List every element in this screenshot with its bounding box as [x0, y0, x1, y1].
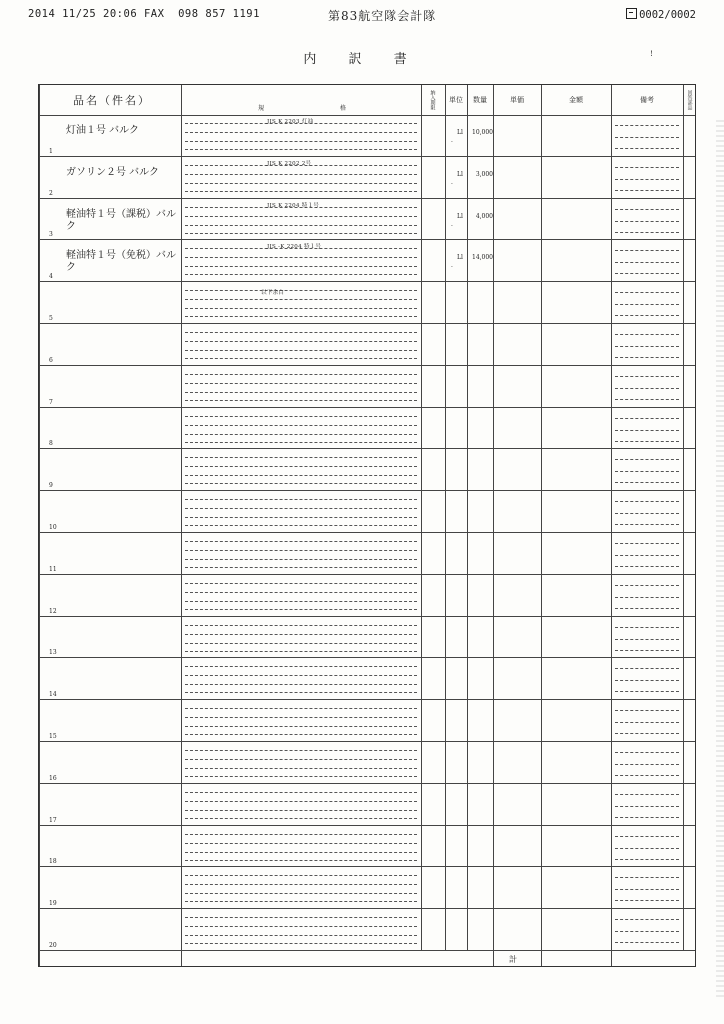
spec-guide-line [185, 383, 417, 384]
spec-guide-line [185, 290, 417, 291]
breakdown-table [38, 84, 696, 967]
spec-guide-line [185, 191, 417, 192]
note-guide-line [615, 817, 679, 818]
note-guide-line [615, 710, 679, 711]
spec-guide-line [185, 257, 417, 258]
row-quantity: 14,000 [472, 254, 493, 262]
spec-guide-line [185, 801, 417, 802]
note-guide-line [615, 543, 679, 544]
spec-guide-line [185, 750, 417, 751]
row-spec: JIS K 2203 灯油 [267, 119, 314, 125]
check-mark: · [451, 180, 453, 188]
note-guide-line [615, 209, 679, 210]
row-number: 10 [49, 523, 57, 531]
row-unit: Ll [457, 170, 463, 178]
note-guide-line [615, 733, 679, 734]
row-unit: Ll [457, 212, 463, 220]
spec-guide-line [185, 734, 417, 735]
note-guide-line [615, 179, 679, 180]
table-row [39, 199, 695, 241]
note-guide-line [615, 292, 679, 293]
spec-guide-line [185, 132, 417, 133]
header-item-name: 品名（件名） [73, 94, 151, 107]
spec-guide-line [185, 943, 417, 944]
spec-guide-line [185, 717, 417, 718]
spec-guide-line [185, 442, 417, 443]
note-guide-line [615, 376, 679, 377]
fax-page: 0002/0002 [626, 8, 696, 21]
header-spec-a: 規 [258, 105, 265, 112]
row-number: 11 [49, 565, 57, 573]
note-guide-line [615, 357, 679, 358]
spec-guide-line [185, 559, 417, 560]
table-row [39, 575, 695, 617]
check-mark: · [451, 139, 453, 146]
row-number: 12 [49, 607, 57, 615]
row-number: 1 [49, 147, 53, 155]
row-number: 13 [49, 649, 57, 657]
spec-guide-line [185, 634, 417, 635]
header-note: 備考 [640, 96, 654, 104]
note-guide-line [615, 919, 679, 920]
stray-mark: ! [650, 50, 653, 58]
table-row [39, 826, 695, 868]
spec-guide-line [185, 651, 417, 652]
spec-guide-line [185, 316, 417, 317]
note-guide-line [615, 430, 679, 431]
header-amount: 金額 [569, 96, 583, 104]
note-guide-line [615, 764, 679, 765]
note-guide-line [615, 148, 679, 149]
spec-guide-line [185, 926, 417, 927]
note-guide-line [615, 668, 679, 669]
spec-guide-line [185, 726, 417, 727]
header-delivery: 納入期限 [429, 90, 436, 110]
note-guide-line [615, 399, 679, 400]
spec-guide-line [185, 416, 417, 417]
spec-guide-line [185, 332, 417, 333]
spec-guide-line [185, 233, 417, 234]
note-guide-line [615, 418, 679, 419]
table-row [39, 366, 695, 408]
note-guide-line [615, 555, 679, 556]
row-number: 6 [49, 356, 53, 364]
spec-guide-line [185, 884, 417, 885]
spec-guide-line [185, 625, 417, 626]
row-number: 7 [49, 398, 53, 406]
note-guide-line [615, 752, 679, 753]
spec-guide-line [185, 358, 417, 359]
note-guide-line [615, 315, 679, 316]
table-row [39, 617, 695, 659]
row-quantity: 10,000 [472, 129, 493, 136]
row-item-name: 灯油１号 バルク [66, 125, 139, 136]
note-guide-line [615, 639, 679, 640]
note-guide-line [615, 262, 679, 263]
note-guide-line [615, 167, 679, 168]
header-price: 単価 [510, 96, 524, 104]
note-guide-line [615, 848, 679, 849]
table-row [39, 742, 695, 784]
spec-guide-line [185, 776, 417, 777]
spec-guide-line [185, 466, 417, 467]
note-guide-line [615, 900, 679, 901]
total-label: 計 [509, 955, 517, 964]
spec-guide-line [185, 225, 417, 226]
fax-number: 098 857 1191 [178, 8, 260, 20]
spec-guide-line [185, 216, 417, 217]
row-item-name: ガソリン２号 バルク [66, 166, 159, 178]
row-spec: JIS -K 2204 特１号 [267, 244, 322, 251]
spec-guide-line [185, 935, 417, 936]
note-guide-line [615, 471, 679, 472]
spec-guide-line [185, 818, 417, 819]
table-row [39, 240, 695, 282]
spec-guide-line [185, 810, 417, 811]
note-guide-line [615, 836, 679, 837]
note-guide-line [615, 459, 679, 460]
row-item-name: 軽油特１号（課税）バルク [66, 208, 176, 232]
spec-guide-line [185, 299, 417, 300]
table-row [39, 157, 695, 199]
check-mark: · [451, 222, 453, 230]
spec-guide-line [185, 567, 417, 568]
row-number: 16 [49, 774, 57, 782]
spec-guide-line [185, 350, 417, 351]
table-row [39, 867, 695, 909]
spec-guide-line [185, 457, 417, 458]
note-guide-line [615, 806, 679, 807]
spec-guide-line [185, 341, 417, 342]
note-guide-line [615, 273, 679, 274]
note-guide-line [615, 346, 679, 347]
spec-guide-line [185, 400, 417, 401]
note-guide-line [615, 650, 679, 651]
note-guide-line [615, 691, 679, 692]
spec-guide-line [185, 684, 417, 685]
note-guide-line [615, 524, 679, 525]
note-guide-line [615, 597, 679, 598]
note-guide-line [615, 501, 679, 502]
note-guide-line [615, 137, 679, 138]
spec-guide-line [185, 508, 417, 509]
spec-guide-line [185, 592, 417, 593]
spec-guide-line [185, 875, 417, 876]
table-row [39, 784, 695, 826]
spec-guide-line [185, 917, 417, 918]
spec-guide-line [185, 901, 417, 902]
spec-guide-line [185, 583, 417, 584]
row-spec: 以下余白 [261, 290, 285, 297]
spec-guide-line [185, 183, 417, 184]
spec-guide-line [185, 550, 417, 551]
row-number: 18 [49, 858, 57, 866]
table-row [39, 700, 695, 742]
row-number: 19 [49, 900, 57, 908]
row-quantity: 3,000 [475, 170, 493, 178]
row-number: 3 [49, 231, 53, 239]
table-row [39, 282, 695, 324]
row-number: 5 [49, 314, 53, 322]
row-number: 2 [49, 189, 53, 197]
header-extra: 回答部品 [686, 90, 693, 110]
spec-guide-line [185, 149, 417, 150]
header-qty: 数量 [473, 96, 487, 104]
spec-guide-line [185, 792, 417, 793]
spec-guide-line [185, 374, 417, 375]
note-guide-line [615, 859, 679, 860]
spec-guide-line [185, 768, 417, 769]
spec-guide-line [185, 675, 417, 676]
row-quantity: 4,000 [475, 212, 493, 220]
spec-guide-line [185, 609, 417, 610]
note-guide-line [615, 566, 679, 567]
scan-edge-artifact [716, 120, 724, 1000]
row-number: 14 [49, 691, 57, 699]
spec-guide-line [185, 483, 417, 484]
spec-guide-line [185, 601, 417, 602]
spec-guide-line [185, 517, 417, 518]
header-unit: 単位 [449, 96, 463, 104]
document-title: 内 訳 書 [303, 52, 421, 67]
note-guide-line [615, 775, 679, 776]
note-guide-line [615, 627, 679, 628]
spec-guide-line [185, 434, 417, 435]
table-row [39, 909, 695, 951]
spec-guide-line [185, 834, 417, 835]
table-row [39, 449, 695, 491]
spec-guide-line [185, 860, 417, 861]
row-unit: Ll [457, 129, 463, 136]
table-row [39, 115, 695, 157]
header-spec-b: 格 [340, 105, 347, 112]
row-number: 17 [49, 816, 57, 824]
note-guide-line [615, 221, 679, 222]
note-guide-line [615, 441, 679, 442]
check-mark: · [451, 264, 453, 272]
spec-guide-line [185, 708, 417, 709]
spec-guide-line [185, 525, 417, 526]
note-guide-line [615, 942, 679, 943]
row-number: 15 [49, 732, 57, 740]
row-spec: JIS K 2202 2号 [267, 160, 312, 167]
table-row [39, 491, 695, 533]
note-guide-line [615, 680, 679, 681]
spec-guide-line [185, 174, 417, 175]
spec-guide-line [185, 666, 417, 667]
note-guide-line [615, 388, 679, 389]
row-item-name: 軽油特１号（免税）バルク [66, 250, 176, 274]
spec-guide-line [185, 692, 417, 693]
row-unit: Ll [457, 254, 463, 262]
note-guide-line [615, 889, 679, 890]
note-guide-line [615, 125, 679, 126]
fax-header [28, 8, 696, 24]
note-guide-line [615, 304, 679, 305]
note-guide-line [615, 250, 679, 251]
spec-guide-line [185, 475, 417, 476]
spec-guide-line [185, 643, 417, 644]
spec-guide-line [185, 392, 417, 393]
spec-guide-line [185, 893, 417, 894]
spec-guide-line [185, 141, 417, 142]
note-guide-line [615, 608, 679, 609]
spec-guide-line [185, 843, 417, 844]
spec-guide-line [185, 541, 417, 542]
row-spec: JIS K 2204 特１号 [267, 202, 320, 209]
spec-guide-line [185, 425, 417, 426]
spec-guide-line [185, 852, 417, 853]
note-guide-line [615, 334, 679, 335]
note-guide-line [615, 232, 679, 233]
fax-page-icon [626, 8, 637, 19]
note-guide-line [615, 513, 679, 514]
note-guide-line [615, 877, 679, 878]
spec-guide-line [185, 499, 417, 500]
spec-guide-line [185, 759, 417, 760]
table-row [39, 408, 695, 450]
note-guide-line [615, 722, 679, 723]
table-row [39, 533, 695, 575]
total-row [39, 950, 695, 966]
fax-timestamp: 2014 11/25 20:06 FAX 098 857 1191 [28, 8, 260, 20]
table-row [39, 324, 695, 366]
spec-guide-line [185, 308, 417, 309]
note-guide-line [615, 794, 679, 795]
table-row [39, 658, 695, 700]
row-number: 9 [49, 482, 53, 490]
note-guide-line [615, 585, 679, 586]
spec-guide-line [185, 274, 417, 275]
row-number: 20 [49, 941, 57, 949]
fax-sender: 第83航空隊会計隊 [328, 9, 437, 23]
note-guide-line [615, 482, 679, 483]
spec-guide-line [185, 266, 417, 267]
note-guide-line [615, 931, 679, 932]
note-guide-line [615, 190, 679, 191]
row-number: 8 [49, 440, 53, 448]
row-number: 4 [49, 273, 53, 281]
